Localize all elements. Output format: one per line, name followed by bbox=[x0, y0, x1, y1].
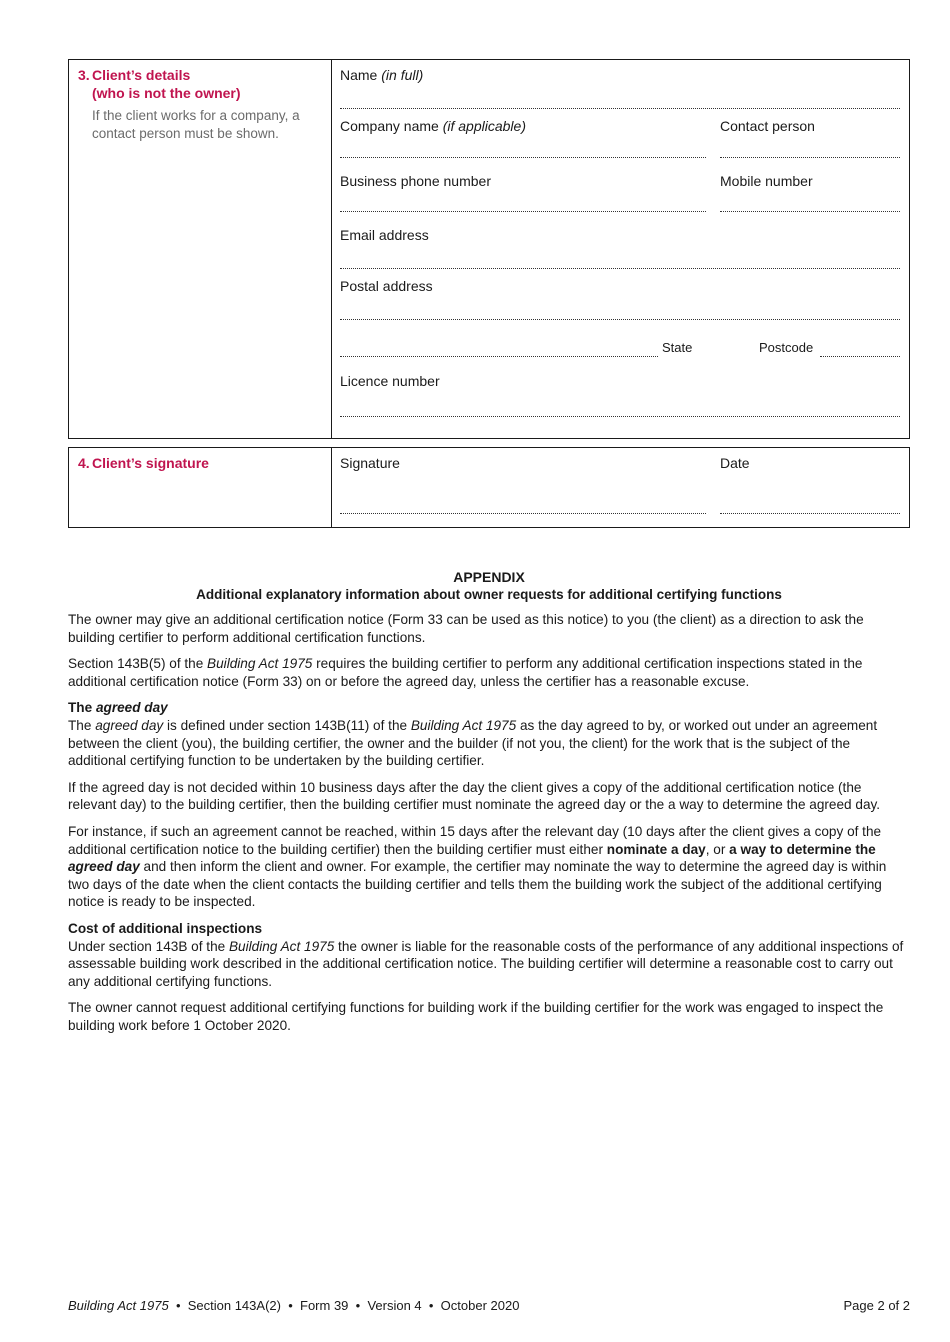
phone-field[interactable] bbox=[340, 211, 706, 212]
section-number: 3. bbox=[78, 67, 90, 83]
company-hint: (if applicable) bbox=[442, 118, 526, 134]
name-hint: (in full) bbox=[381, 67, 424, 83]
mobile-field[interactable] bbox=[720, 211, 900, 212]
signature-field[interactable] bbox=[340, 513, 706, 514]
footer-date: October 2020 bbox=[440, 1298, 520, 1313]
company-field[interactable] bbox=[340, 157, 706, 158]
column-divider bbox=[331, 448, 332, 527]
appendix-paragraph-1: The owner may give an additional certification notice (Form 33 can be used as this notice) to you (the client) as a direction to ask the building certifier to perform additional certification functions. bbox=[68, 612, 864, 645]
appendix-paragraph-3: The agreed day is defined under section 143B(11) of the Building Act 1975 as the day agreed to by, or worked out under an agreement between the client (you), the building certifier, the owner and the builder (if not you, the client) for the work that is the subject of the additional certifying function to be undertaken by the building certifier. bbox=[68, 717, 878, 769]
postcode-field[interactable] bbox=[820, 356, 900, 357]
appendix-paragraph-7: The owner cannot request additional certifying functions for building work if the building certifier for the work was engaged to inspect the building work before 1 October 2020. bbox=[68, 1000, 884, 1033]
signature-label: Signature bbox=[340, 455, 400, 471]
contact-field[interactable] bbox=[720, 157, 900, 158]
section-title bbox=[78, 454, 209, 472]
appendix-paragraph-2: Section 143B(5) of the Building Act 1975 requires the building certifier to perform any additional certification inspections stated in the additional certification notice (Form 33) on or before the agreed day, unless the certifier has a reasonable excuse. bbox=[68, 656, 863, 689]
section-title-text: Client’s details bbox=[92, 67, 191, 83]
client-signature-section bbox=[68, 447, 910, 528]
section-title bbox=[78, 66, 241, 102]
section-title-text: Client’s signature bbox=[92, 455, 209, 471]
section-subtitle: (who is not the owner) bbox=[92, 85, 241, 101]
appendix-title: APPENDIX bbox=[453, 569, 525, 585]
contact-label: Contact person bbox=[720, 118, 815, 134]
email-label: Email address bbox=[340, 227, 429, 243]
section-note: If the client works for a company, a contact person must be shown. bbox=[92, 108, 300, 141]
company-label-text: Company name bbox=[340, 118, 439, 134]
date-label: Date bbox=[720, 455, 750, 471]
section-number: 4. bbox=[78, 455, 90, 471]
footer-sep: • bbox=[288, 1298, 293, 1313]
postcode-label: Postcode bbox=[759, 340, 814, 355]
footer-section: Section 143A(2) bbox=[187, 1298, 281, 1313]
licence-field[interactable] bbox=[340, 416, 900, 417]
appendix-paragraph-4: If the agreed day is not decided within 10 business days after the day the client gives a copy of the additional certification notice (the relevant day) to the building certifier, then the building certifier must nominate the agreed day or the a way to determine the agreed day. bbox=[68, 779, 881, 813]
appendix-paragraph-5: For instance, if such an agreement cannot be reached, within 15 days after the relevant day (10 days after the client gives a copy of the additional certification notice to the building certifier) then the building certifier must either nominate a day, or a way to determine the agreed day and then inform the client and owner. For example, the certifier may nominate the way to determine the agreed day is within two days of the date when the client contacts the building certifier and tells them the building work the subject of the additional certifying notice is ready to be inspected. bbox=[68, 823, 887, 910]
name-label-text: Name bbox=[340, 67, 378, 83]
appendix bbox=[68, 568, 910, 1043]
postal-field-line1[interactable] bbox=[340, 319, 900, 320]
client-details-section bbox=[68, 59, 910, 439]
appendix-subtitle: Additional explanatory information about owner requests for additional certifying functions bbox=[196, 587, 782, 602]
email-field[interactable] bbox=[340, 268, 900, 269]
appendix-paragraph-6: Under section 143B of the Building Act 1975 the owner is liable for the reasonable costs of the performance of any additional inspections of assessable building work described in the additional certification notice. The building certifier will determine a reasonable cost to carry out any additional certifying functions. bbox=[68, 938, 904, 989]
footer-sep: • bbox=[175, 1298, 181, 1313]
footer-sep: • bbox=[428, 1298, 434, 1313]
footer-sep: • bbox=[355, 1298, 361, 1313]
state-label: State bbox=[662, 340, 693, 355]
date-field[interactable] bbox=[720, 513, 900, 514]
footer-form: Form 39 bbox=[300, 1298, 349, 1313]
company-label bbox=[340, 117, 526, 135]
column-divider bbox=[331, 60, 332, 438]
footer-act: Building Act 1975 bbox=[68, 1298, 169, 1313]
cost-heading: Cost of additional inspections bbox=[68, 920, 263, 936]
postal-field-line2[interactable] bbox=[340, 356, 658, 357]
name-field[interactable] bbox=[340, 108, 900, 109]
name-label bbox=[340, 66, 423, 84]
postal-label: Postal address bbox=[340, 278, 433, 294]
footer-info bbox=[68, 1298, 519, 1314]
footer-version: Version 4 bbox=[367, 1298, 422, 1313]
phone-label: Business phone number bbox=[340, 173, 491, 189]
agreed-day-heading: The agreed day bbox=[68, 700, 168, 716]
licence-label: Licence number bbox=[340, 373, 440, 389]
page-number: Page 2 of 2 bbox=[843, 1298, 910, 1313]
mobile-label: Mobile number bbox=[720, 173, 813, 189]
